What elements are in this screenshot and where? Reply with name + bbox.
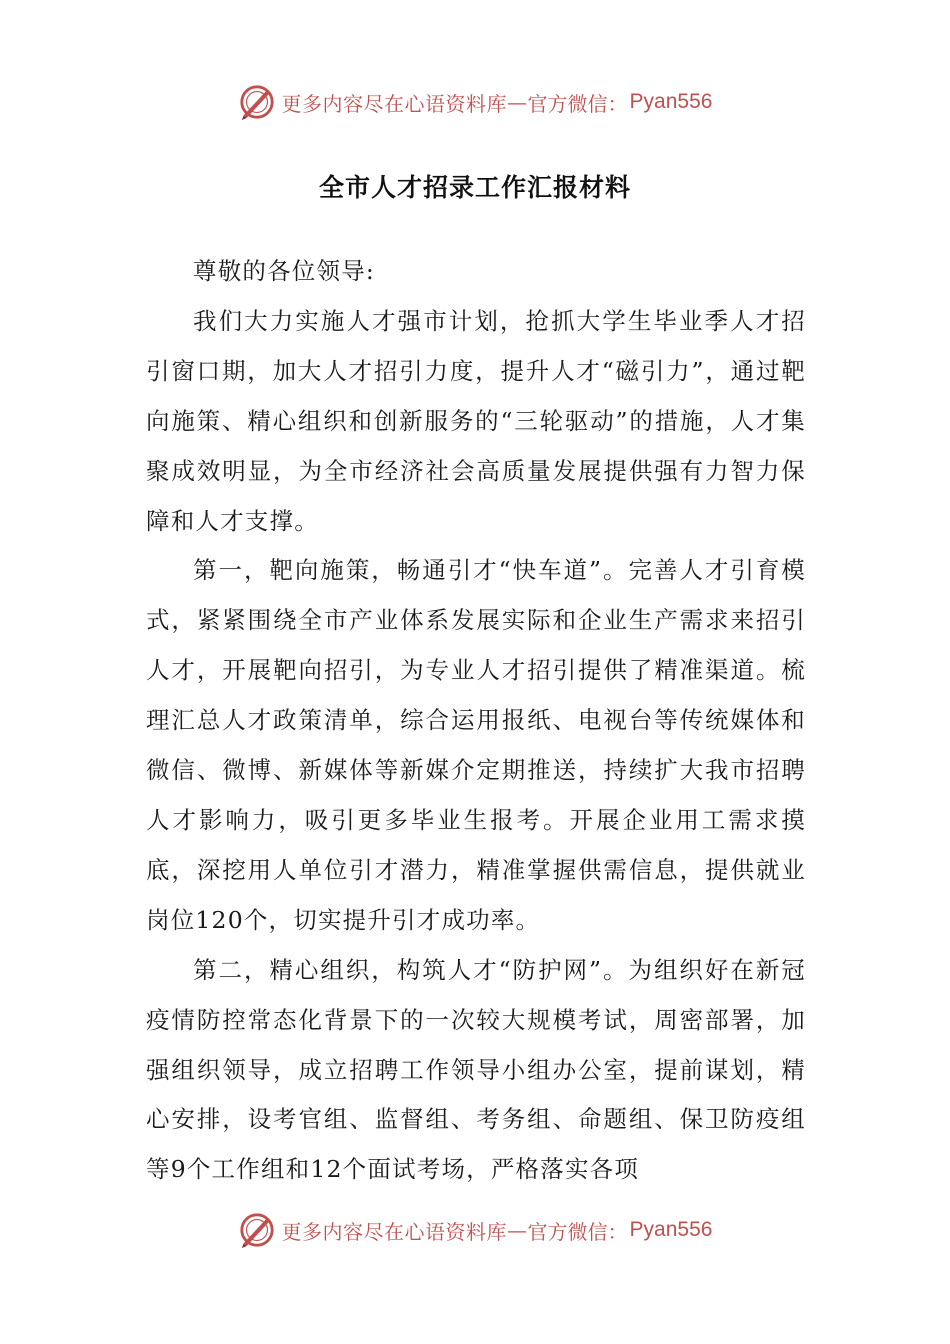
pen-circle-logo-icon [238,1211,276,1249]
banner-contact-label: 官方微信： [527,1219,628,1244]
paragraph-first-point: 第一，靶向施策，畅通引才“快车道”。完善人才引育模式，紧紧围绕全市产业体系发展实际和企业生产需求来招引人才，开展靶向招引，为专业人才招引提供了精准渠道。梳理汇总人才政策清单，综合运用报纸、电视台等传统媒体和微信、微博、新媒体等新媒介定期推送，持续扩大我市招聘人才影响力，吸引更多毕业生报考。开展企业用工需求摸底，深挖用人单位引才潜力，精准掌握供需信息，提供就业岗位120个，切实提升引才成功率。 [146,556,806,934]
banner-text: 更多内容尽在心语资料库 [281,1219,508,1244]
banner-contact-label: 官方微信： [527,91,628,116]
paragraph-second-point: 第二，精心组织，构筑人才“防护网”。为组织好在新冠疫情防控常态化背景下的一次较大规模考试，周密部署，加强组织领导，成立招聘工作领导小组办公室，提前谋划，精心安排，设考官组、监督组、考务组、命题组、保卫防疫组等9个工作组和12个面试考场，严格落实各项 [146,955,806,1184]
footer-watermark-banner [0,1208,950,1252]
header-watermark-banner [0,80,950,124]
pen-circle-logo-icon [238,83,276,121]
banner-separator: — [507,1218,528,1242]
paragraph-intro: 我们大力实施人才强市计划，抢抓大学生毕业季人才招引窗口期，加大人才招引力度，提升人才“磁引力”，通过靶向施策、精心组织和创新服务的“三轮驱动”的措施，人才集聚成效明显，为全市经济社会高质量发展提供强有力智力保障和人才支撑。 [146,306,806,535]
document-body [146,247,806,1195]
banner-text: 更多内容尽在心语资料库 [281,91,508,116]
banner-separator: — [507,90,528,114]
document-title: 全市人才招录工作汇报材料 [318,173,631,202]
paragraph-salutation: 尊敬的各位领导: [193,257,376,285]
banner-contact-id: Pyan556 [629,90,713,113]
banner-contact-id: Pyan556 [629,1218,713,1241]
